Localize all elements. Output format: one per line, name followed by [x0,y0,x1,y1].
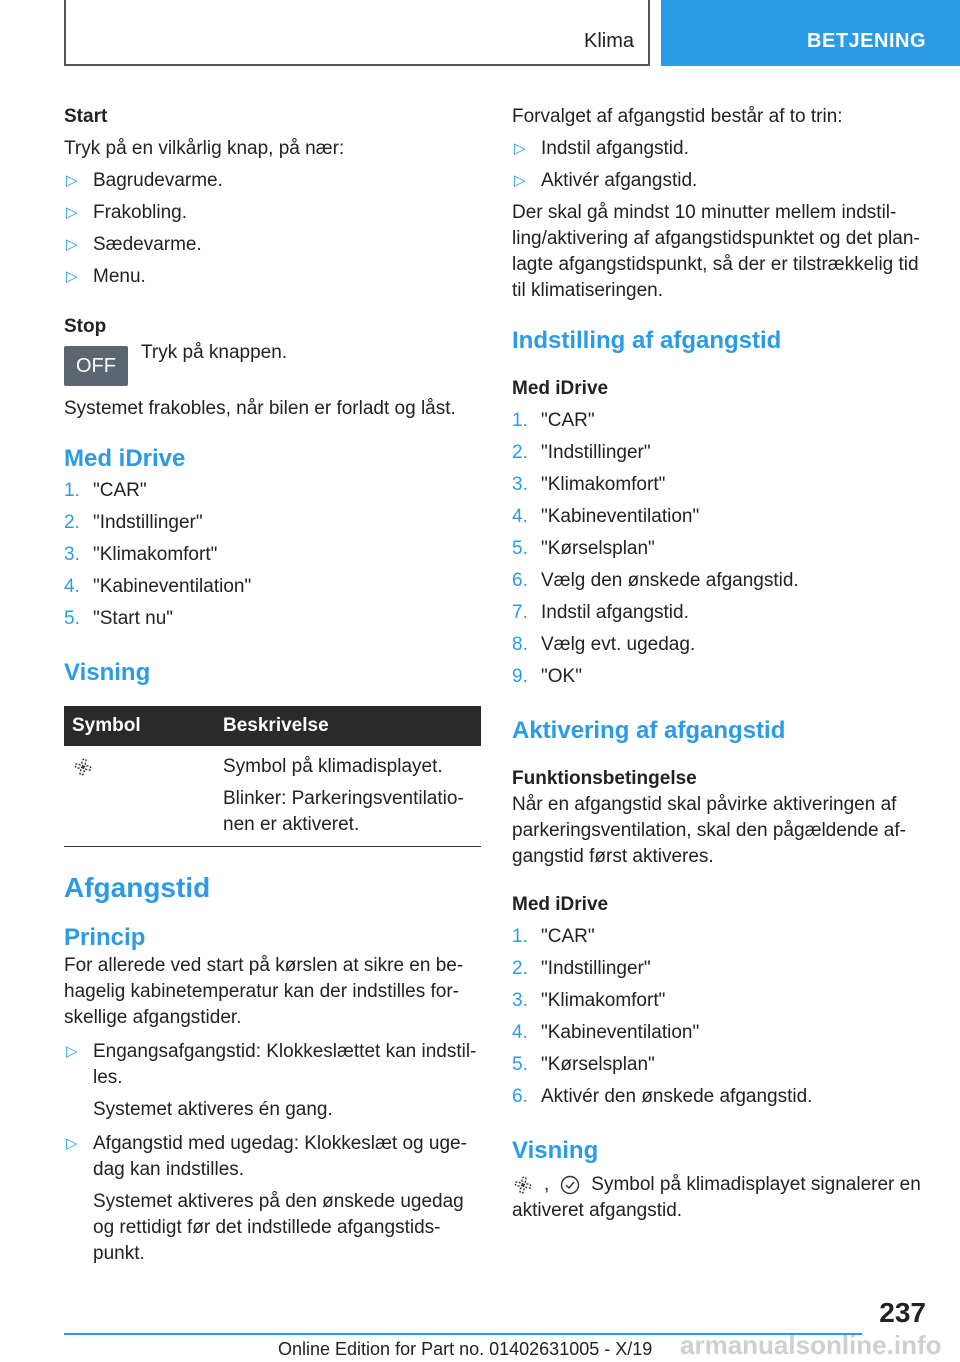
display-heading: Visning [64,659,151,686]
triangle-bullet-icon: ▷ [66,204,78,221]
triangle-bullet-icon: ▷ [66,172,78,189]
list-item: ▷ Indstil afgangstid. [512,136,926,168]
separator: , [544,1174,550,1195]
list-item: ▷ Menu. [64,264,481,296]
list-item: 7. Indstil afgangstid. [512,602,689,623]
symbol-table [64,706,481,847]
preset-line: til klimatiseringen. [512,280,663,301]
display-text: Symbol på klimadisplayet signalerer en [591,1174,921,1195]
start-intro: Tryk på en vilkårlig knap, på nær: [64,138,345,159]
preset-line: ling/aktivering af afgangstidspunktet og det plan- [512,228,920,249]
stop-row [64,342,481,386]
start-list [64,168,481,296]
list-item: 3. "Klimakomfort" [64,544,218,565]
list-item: ▷ Afgangstid med ugedag: Klokkeslæt og uge- dag kan indstilles. Systemet aktiveres på den ønskede ugedag og rettidigt før det indstillede afgangstids- punkt. [64,1131,481,1267]
fan-icon [512,1174,534,1196]
list-item: ▷ Bagrudevarme. [64,168,481,200]
idrive-heading: Med iDrive [64,445,186,472]
triangle-bullet-icon: ▷ [514,140,526,157]
principle-line: hagelig kabinetemperatur kan der indstilles for- [64,981,459,1002]
preset-line: Der skal gå mindst 10 minutter mellem indstil- [512,202,897,223]
visning-heading: Visning [512,1137,599,1164]
stop-heading: Stop [64,316,107,337]
func-line: Når en afgangstid skal påvirke aktiveringen af [512,794,897,815]
table-row [64,746,481,847]
func-line: parkeringsventilation, skal den pågældende af- [512,820,906,841]
section-title: Klima [583,30,634,52]
off-button[interactable]: OFF [64,346,128,386]
edition-text: Online Edition for Part no. 01402631005 - X/19 [278,1339,653,1359]
principle-line: For allerede ved start på kørslen at sikre en be- [64,955,464,976]
list-item: 5. "Start nu" [64,608,174,629]
list-item: 8. Vælg evt. ugedag. [512,634,696,655]
right-column [512,104,926,1224]
page-number: 237 [879,1297,926,1328]
principle-heading: Princip [64,924,146,951]
list-item: 2. "Indstillinger" [512,442,651,463]
departure-heading: Afgangstid [64,872,211,903]
list-item: 1. "CAR" [512,410,595,431]
set-idrive-heading: Med iDrive [512,378,609,399]
triangle-bullet-icon: ▷ [66,268,78,285]
list-item: 3. "Klimakomfort" [512,990,666,1011]
table-cell: Blinker: Parkeringsventilatio- [223,788,464,809]
list-item: ▷ Sædevarme. [64,232,481,264]
list-item: ▷ Aktivér afgangstid. [512,168,926,200]
stop-result: Systemet frakobles, når bilen er forladt og låst. [64,398,456,419]
list-item: 6. Vælg den ønskede afgangstid. [512,570,799,591]
principle-line: skellige afgangstider. [64,1007,242,1028]
left-column [64,104,481,1267]
list-item: 5. "Kørselsplan" [512,538,655,559]
list-item: 1. "CAR" [64,480,147,501]
preset-line: lagte afgangstidspunkt, så der er tilstrækkelig tid [512,254,919,275]
fan-icon [72,756,94,778]
triangle-bullet-icon: ▷ [66,236,78,253]
idrive-steps [64,478,481,638]
table-header [64,706,481,746]
chapter-title: BETJENING [807,30,926,52]
list-item: ▷ Frakobling. [64,200,481,232]
list-item: 5. "Kørselsplan" [512,1054,655,1075]
display-text: aktiveret afgangstid. [512,1200,683,1221]
chapter-tab[interactable] [661,0,960,66]
list-item: 2. "Indstillinger" [512,958,651,979]
list-item: 9. "OK" [512,666,582,687]
set-heading: Indstilling af afgangstid [512,327,782,354]
func-heading: Funktionsbetingelse [512,768,697,789]
table-cell: nen er aktiveret. [223,814,360,835]
clock-icon [559,1174,581,1196]
triangle-bullet-icon: ▷ [66,1135,78,1152]
func-line: gangstid først aktiveres. [512,846,714,867]
list-item: ▷ Engangsafgangstid: Klokkeslættet kan indstil- les. Systemet aktiveres én gang. [64,1039,481,1123]
act-idrive-heading: Med iDrive [512,894,609,915]
header-box [64,0,650,66]
list-item: 4. "Kabineventilation" [512,506,700,527]
watermark: armanualsonline.info [680,1330,942,1360]
activation-heading: Aktivering af afgangstid [512,717,786,744]
start-heading: Start [64,106,108,127]
triangle-bullet-icon: ▷ [514,172,526,189]
table-cell: Symbol på klimadisplayet. [223,756,443,777]
list-item: 2. "Indstillinger" [64,512,203,533]
preset-intro: Forvalget af afgangstid består af to trin: [512,106,843,127]
list-item: 1. "CAR" [512,926,595,947]
list-item: 3. "Klimakomfort" [512,474,666,495]
stop-text: Tryk på knappen. [141,342,288,363]
col-description: Beskrivelse [223,715,329,736]
list-item: 4. "Kabineventilation" [64,576,252,597]
list-item: 6. Aktivér den ønskede afgangstid. [512,1086,813,1107]
list-item: 4. "Kabineventilation" [512,1022,700,1043]
set-steps [512,408,926,696]
triangle-bullet-icon: ▷ [66,1043,78,1060]
col-symbol: Symbol [72,715,141,736]
act-steps [512,924,926,1116]
